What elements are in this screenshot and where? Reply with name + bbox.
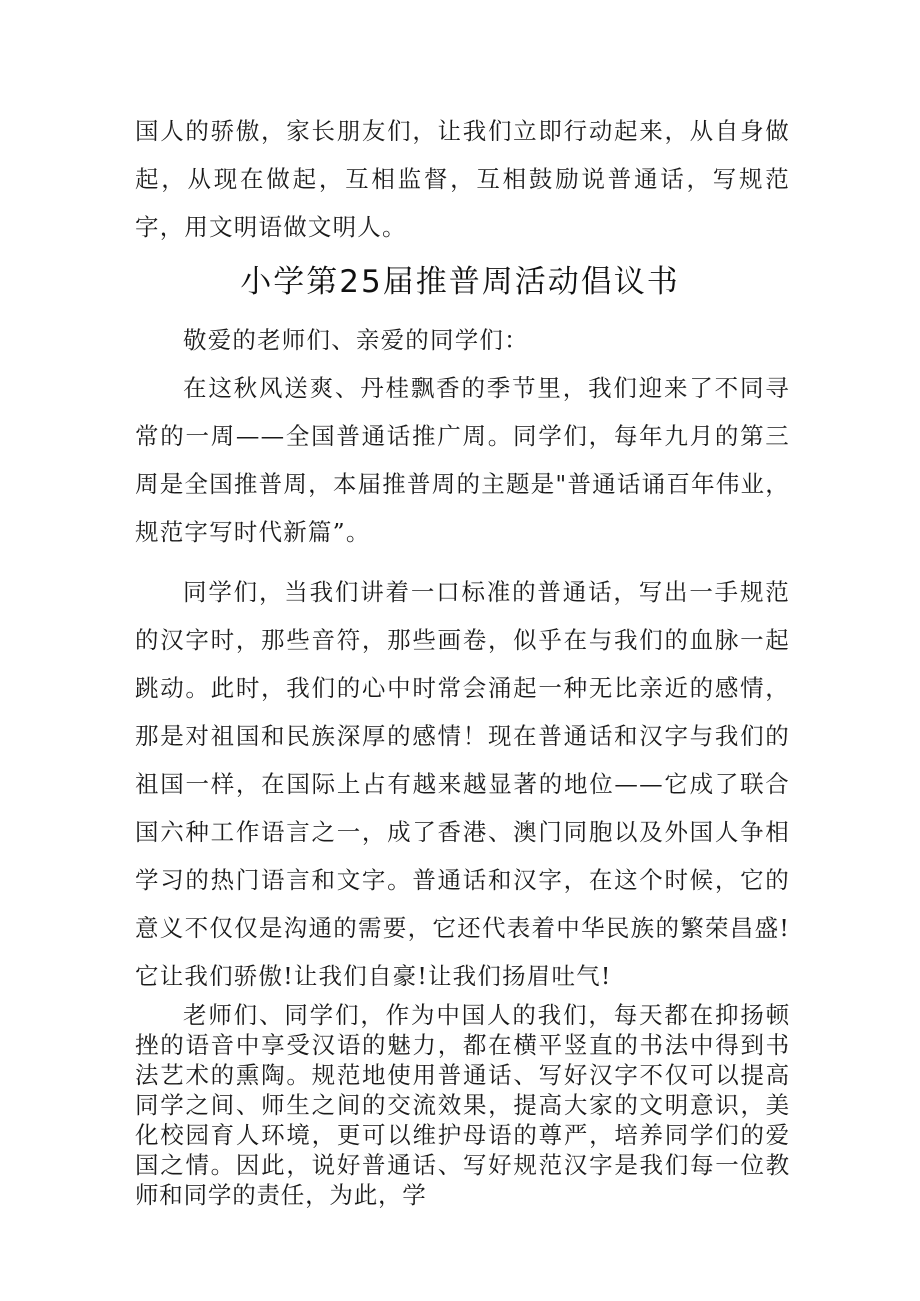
body-paragraph-3: 老师们、同学们，作为中国人的我们，每天都在抑扬顿挫的语音中享受汉语的魅力，都在横平竖直的书法中得到书法艺术的熏陶。规范地使用普通话、写好汉字不仅可以提高同学之间、师生之间的交流效果，提高大家的文明意识，美化校园育人环境，更可以维护母语的尊严，培养同学们的爱国之情。因此，说好普通话、写好规范汉字是我们每一位教师和同学的责任，为此，学 bbox=[135, 1001, 790, 1209]
body-paragraph-2: 同学们，当我们讲着一口标准的普通话，写出一手规范的汉字时，那些音符，那些画卷，似乎在与我们的血脉一起跳动。此时，我们的心中时常会涌起一种无比亲近的感情，那是对祖国和民族深厚的感情！现在普通话和汉字与我们的祖国一样，在国际上占有越来越显著的地位——它成了联合国六种工作语言之一，成了香港、澳门同胞以及外国人争相学习的热门语言和文字。普通话和汉字，在这个时候，它的意义不仅仅是沟通的需要，它还代表着中华民族的繁荣昌盛!它让我们骄傲!让我们自豪!让我们扬眉吐气! bbox=[135, 578, 790, 990]
continuation-block bbox=[135, 107, 790, 251]
continuation-paragraph: 国人的骄傲，家长朋友们，让我们立即行动起来，从自身做起，从现在做起，互相监督，互相鼓励说普通话，写规范字，用文明语做文明人。 bbox=[135, 117, 790, 241]
letter-body bbox=[135, 316, 790, 1000]
page-title: 小学第25届推普周活动倡议书 bbox=[240, 264, 680, 300]
closing-block bbox=[135, 1000, 790, 1210]
body-paragraph-1: 在这秋风送爽、丹桂飘香的季节里，我们迎来了不同寻常的一周——全国普通话推广周。同学们，每年九月的第三周是全国推普周，本届推普周的主题是"普通话诵百年伟业，规范字写时代新篇”。 bbox=[135, 374, 790, 546]
greeting: 敬爱的老师们、亲爱的同学们： bbox=[183, 326, 529, 354]
